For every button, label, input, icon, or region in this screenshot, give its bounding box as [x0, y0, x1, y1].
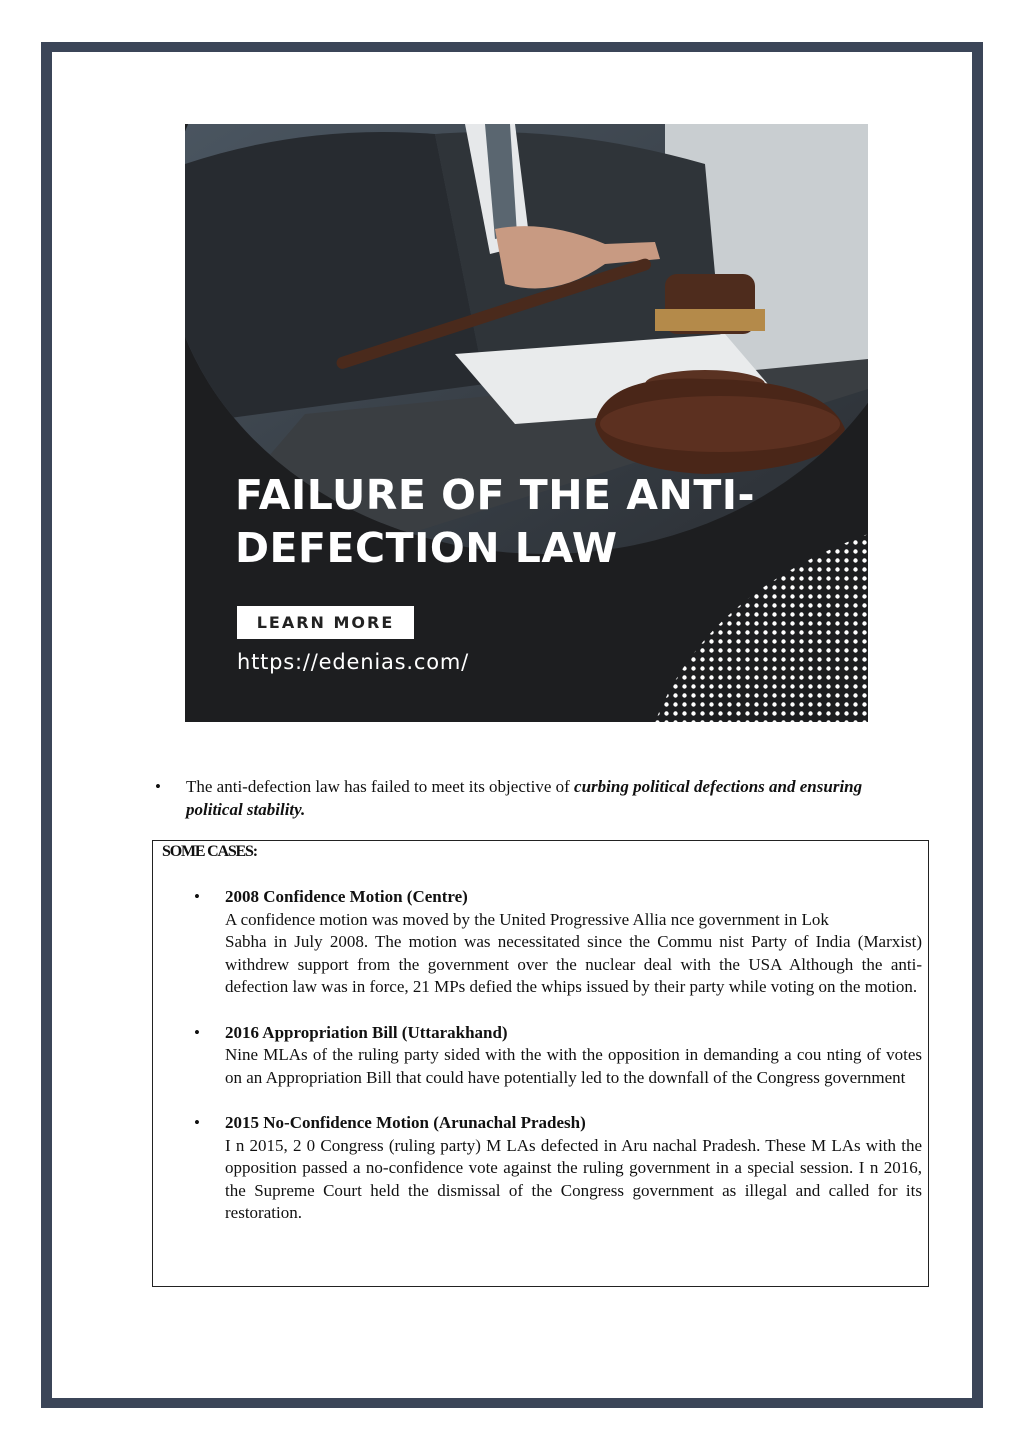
- case-body: A confidence motion was moved by the United Progressive Allia nce government in Lok: [225, 909, 829, 929]
- case-list: [190, 886, 922, 1248]
- banner-title: [235, 469, 835, 575]
- case-title: 2008 Confidence Motion (Centre): [225, 887, 468, 906]
- learn-more-button[interactable]: LEARN MORE: [237, 606, 414, 639]
- intro-text: The anti-defection law has failed to meet its objective of: [186, 777, 575, 796]
- intro-paragraph: [155, 775, 895, 821]
- case-title: 2015 No-Confidence Motion (Arunachal Pradesh): [225, 1113, 586, 1132]
- case-body: I n 2015, 2 0 Congress (ruling party) M LAs defected in Aru nachal Pradesh. These M LAs with the opposition passed a no-confidence vote against the ruling government in a special session. I n 2016, the Supreme Court held the dismissal of the Congress government as illegal and called for its restoration.: [225, 1135, 922, 1222]
- cases-heading: SOME CASES:: [162, 843, 257, 860]
- case-item: [190, 1112, 922, 1225]
- bullet-icon: •: [155, 777, 161, 796]
- bullet-icon: •: [194, 1113, 200, 1132]
- banner-title-line2: DEFECTION LAW: [235, 524, 618, 572]
- banner-url[interactable]: https://edenias.com/: [237, 650, 469, 674]
- banner-title-line1: FAILURE OF THE ANTI-: [235, 471, 756, 519]
- bullet-icon: •: [194, 1022, 200, 1042]
- case-body: Nine MLAs of the ruling party sided with the with the opposition in demanding a cou nting of votes on an Appropriation Bill that could have potentially led to the downfall of the Congress government: [225, 1045, 922, 1087]
- case-body: Sabha in July 2008. The motion was necessitated since the Commu nist Party of India (Marxist) withdrew support from the government over the nuclear deal with the USA Although the anti-defection law was in force, 21 MPs defied the whips issued by their party while voting on the motion.: [225, 932, 922, 996]
- case-item: [190, 886, 922, 999]
- case-item: [190, 1022, 922, 1090]
- intro-emphasis: curbing political defections and ensuring political stability.: [186, 777, 863, 819]
- banner-image: [185, 124, 868, 722]
- case-title: 2016 Appropriation Bill (Uttarakhand): [225, 1022, 508, 1042]
- bullet-icon: •: [194, 887, 200, 906]
